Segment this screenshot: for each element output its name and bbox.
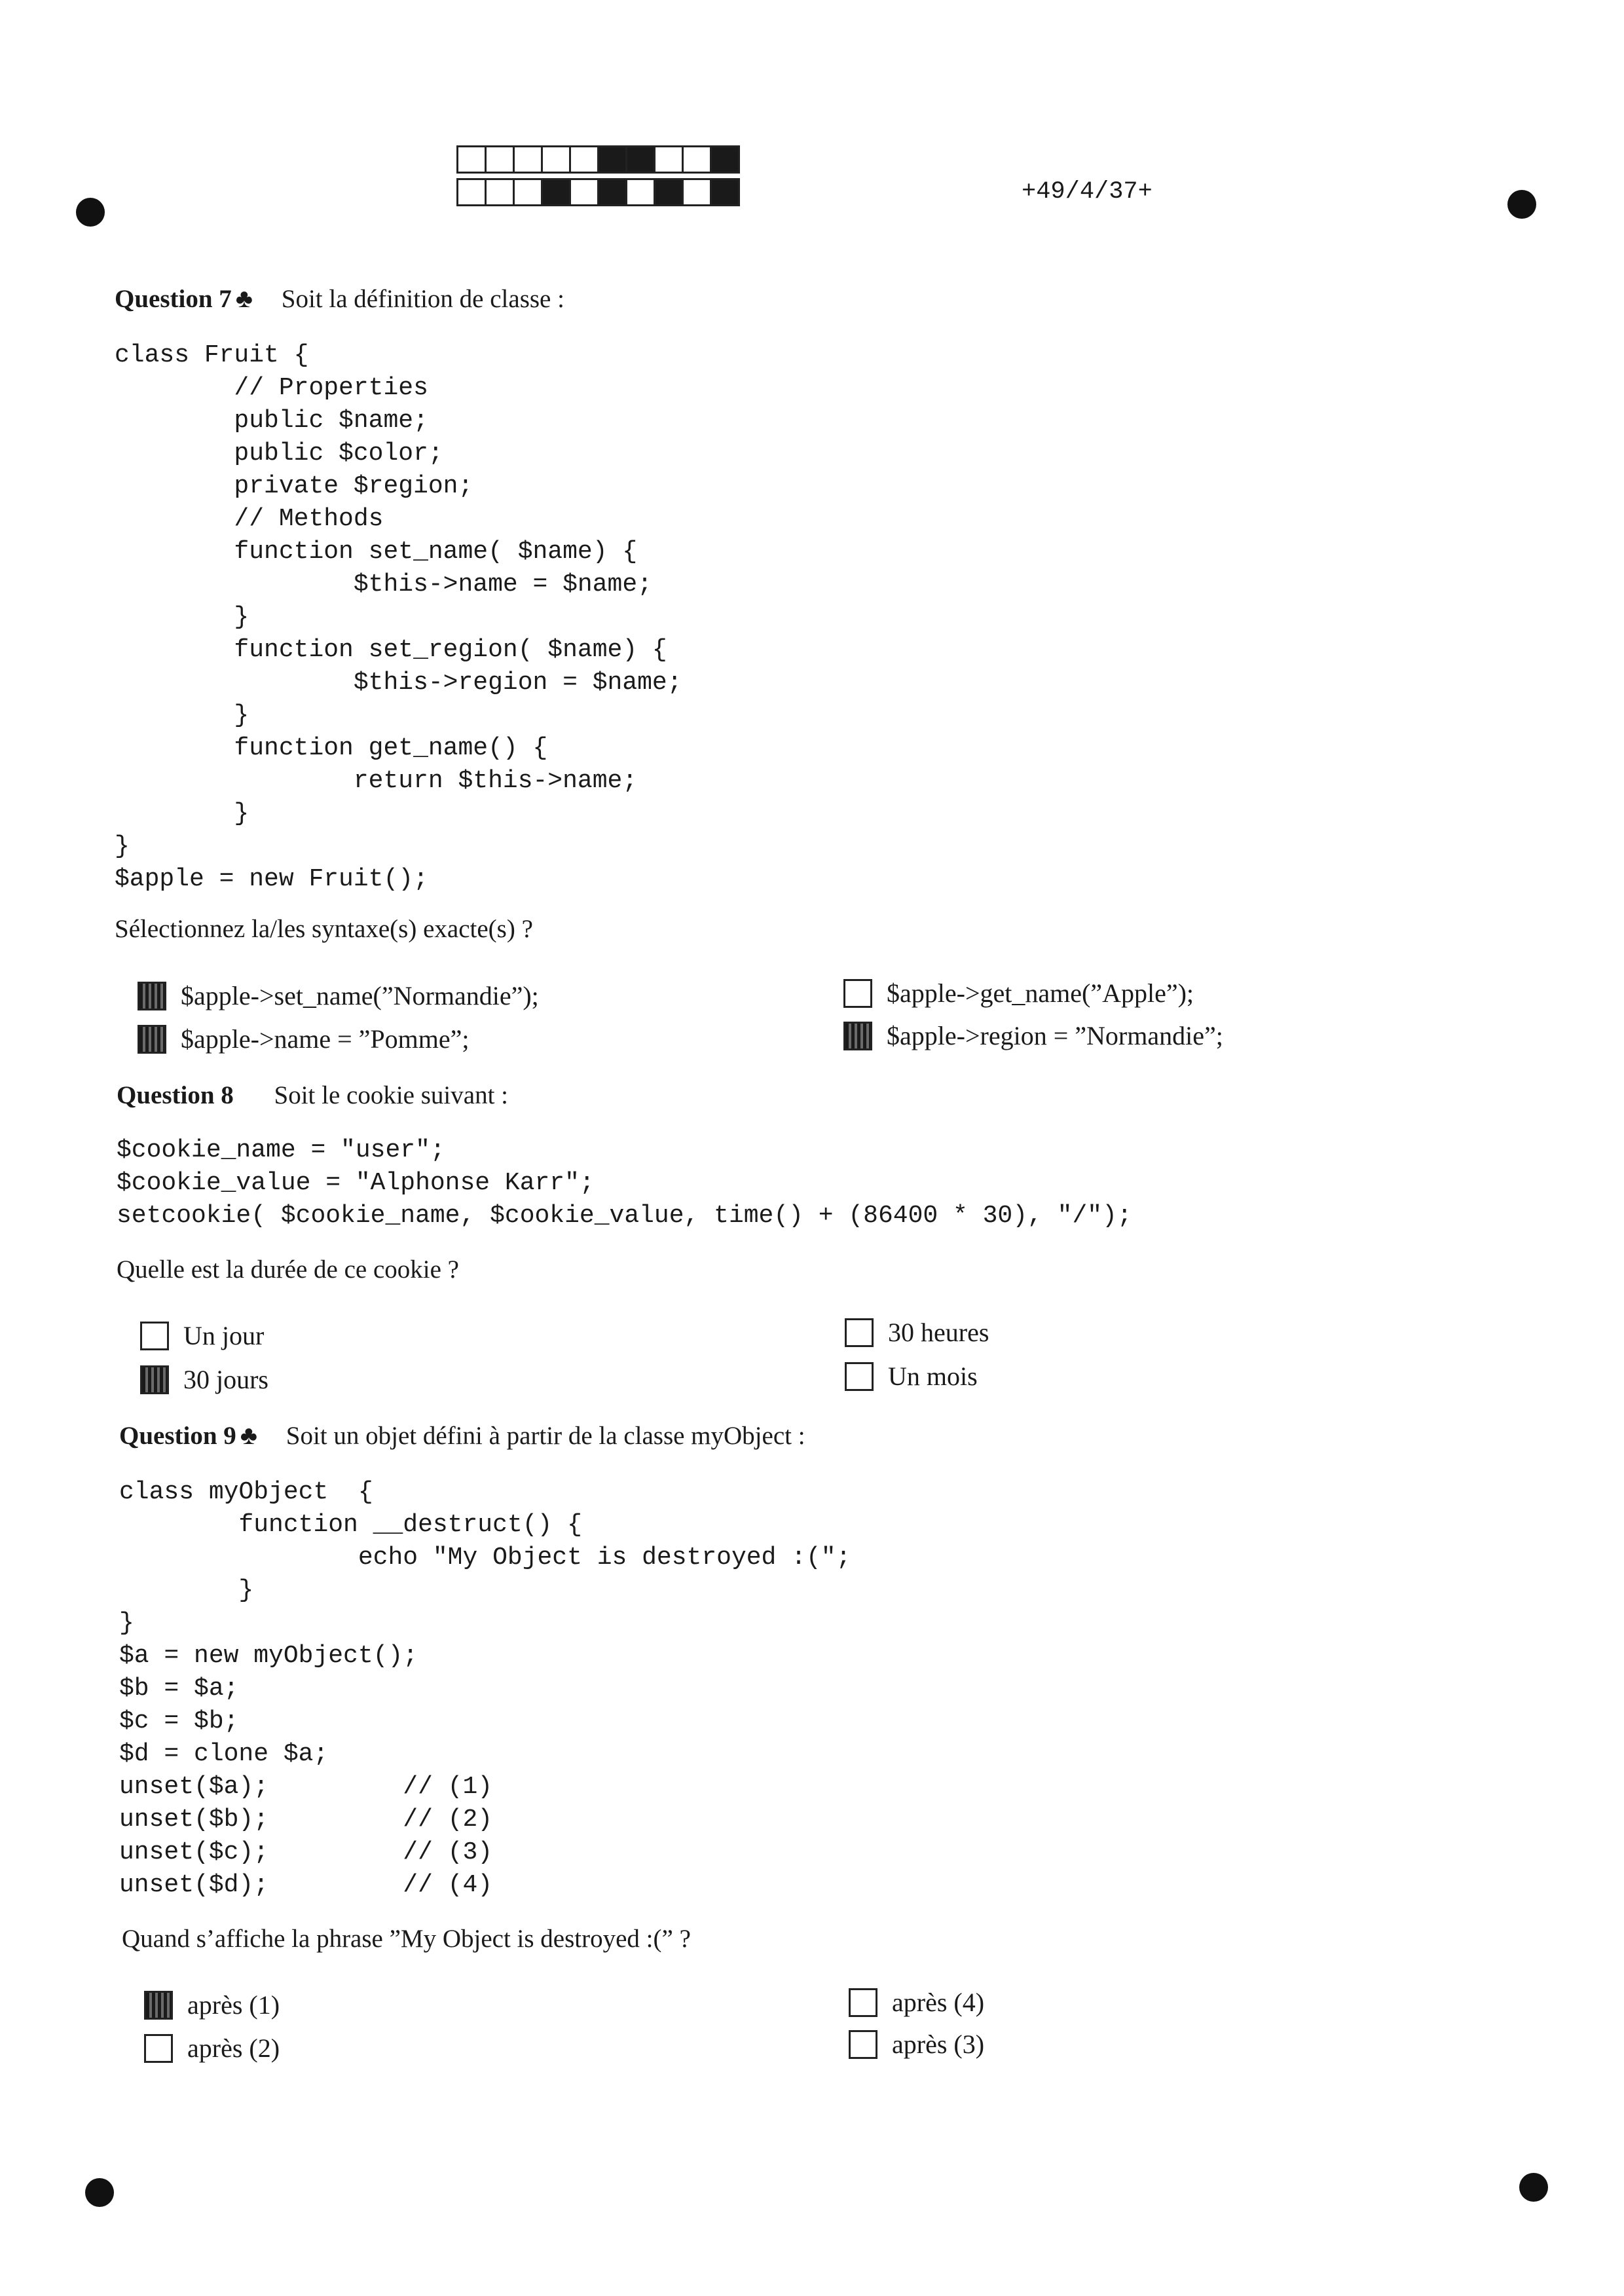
q7-option-4[interactable] — [843, 1020, 1223, 1051]
id-grid-cell — [654, 145, 684, 174]
q9-option-2[interactable] — [144, 2033, 280, 2064]
q8-option-4-label: Un mois — [888, 1361, 978, 1391]
id-grid-cell — [710, 145, 740, 174]
q8-option-3-label: 30 heures — [888, 1318, 989, 1347]
q9-option-1[interactable] — [144, 1990, 280, 2020]
q7-option-2-checkbox[interactable] — [138, 1025, 166, 1054]
question-9-prompt: Quand s’affiche la phrase ”My Object is destroyed :(” ? — [122, 1925, 691, 1953]
id-grid-cell — [456, 178, 487, 206]
q9-option-4-label: après (3) — [892, 2029, 985, 2059]
q9-option-2-checkbox[interactable] — [144, 2034, 173, 2063]
q7-option-3-checkbox[interactable] — [843, 979, 872, 1008]
question-7-header — [115, 283, 564, 314]
registration-mark-top-left — [76, 198, 105, 227]
id-grid-cell — [513, 145, 543, 174]
id-grid-cell — [456, 145, 487, 174]
q9-option-3[interactable] — [849, 1987, 984, 2018]
id-grid-cell — [569, 178, 599, 206]
q7-option-2-label: $apple->name = ”Pomme”; — [181, 1024, 470, 1054]
question-8-text: Soit le cookie suivant : — [274, 1081, 508, 1109]
q9-option-1-label: après (1) — [187, 1990, 280, 2020]
id-grid-cell — [682, 178, 712, 206]
q7-option-1-label: $apple->set_name(”Normandie”); — [181, 981, 539, 1010]
q9-option-3-checkbox[interactable] — [849, 1988, 877, 2017]
id-grid-cell — [513, 178, 543, 206]
question-9-label: Question 9 — [119, 1422, 236, 1450]
q9-option-3-label: après (4) — [892, 1988, 985, 2017]
question-7-code: class Fruit { // Properties public $name; public $color; private $region; // Methods function set_name( $name) { $this->name = $name; } function set_region( $name) { $this->region = $name; } function get_name() { return $this->name; } } $apple = new Fruit(); — [115, 341, 682, 893]
page-id: +49/4/37+ — [1022, 178, 1153, 206]
q8-option-1-label: Un jour — [183, 1321, 265, 1350]
question-8-prompt: Quelle est la durée de ce cookie ? — [117, 1255, 459, 1284]
id-grid-cell — [485, 145, 515, 174]
q8-option-2-label: 30 jours — [183, 1365, 268, 1394]
id-grid-cell — [485, 178, 515, 206]
question-8-label: Question 8 — [117, 1081, 234, 1109]
q8-option-3-checkbox[interactable] — [845, 1318, 874, 1347]
q9-option-2-label: après (2) — [187, 2033, 280, 2063]
id-grid-cell — [625, 145, 655, 174]
question-9-text: Soit un objet défini à partir de la classe myObject : — [286, 1422, 805, 1450]
q7-option-3[interactable] — [843, 978, 1194, 1009]
registration-mark-top-right — [1507, 190, 1536, 219]
question-8-header — [117, 1081, 508, 1110]
question-7-text: Soit la définition de classe : — [281, 285, 564, 313]
id-grid-cell — [597, 145, 627, 174]
q7-option-2[interactable] — [138, 1024, 470, 1054]
q7-option-3-label: $apple->get_name(”Apple”); — [887, 978, 1194, 1008]
q8-option-3[interactable] — [845, 1317, 989, 1348]
question-9-code: class myObject { function __destruct() { echo "My Object is destroyed :("; } } $a = new myObject(); $b = $a; $c = $b; $d = clone $a; unset($a); // (1) unset($b); // (2) unset($c); // (3) unset($d); // (4) — [119, 1478, 851, 1899]
question-7-label: Question 7 — [115, 285, 232, 313]
id-grid-cell — [710, 178, 740, 206]
q8-option-1-checkbox[interactable] — [140, 1322, 169, 1350]
q8-option-2-checkbox[interactable] — [140, 1365, 169, 1394]
q8-option-2[interactable] — [140, 1364, 268, 1395]
id-grid-cell — [682, 145, 712, 174]
id-grid-cell — [654, 178, 684, 206]
id-grid-cell — [541, 178, 571, 206]
q7-option-4-checkbox[interactable] — [843, 1022, 872, 1050]
id-grid-cell — [569, 145, 599, 174]
question-7-prompt: Sélectionnez la/les syntaxe(s) exacte(s) ? — [115, 915, 533, 943]
club-icon: ♣ — [235, 284, 253, 313]
registration-mark-bottom-left — [85, 2178, 114, 2207]
q7-option-1[interactable] — [138, 980, 539, 1011]
q9-option-4[interactable] — [849, 2029, 984, 2060]
id-grid-cell — [541, 145, 571, 174]
q7-option-1-checkbox[interactable] — [138, 982, 166, 1010]
id-grid-row-2 — [458, 178, 740, 206]
q8-option-4[interactable] — [845, 1361, 978, 1392]
q8-option-1[interactable] — [140, 1320, 264, 1351]
q7-option-4-label: $apple->region = ”Normandie”; — [887, 1021, 1223, 1050]
club-icon: ♣ — [240, 1420, 258, 1450]
id-grid-cell — [597, 178, 627, 206]
q9-option-1-checkbox[interactable] — [144, 1991, 173, 2020]
registration-mark-bottom-right — [1519, 2173, 1548, 2202]
id-grid-cell — [625, 178, 655, 206]
question-9-header — [119, 1420, 805, 1451]
q9-option-4-checkbox[interactable] — [849, 2030, 877, 2059]
question-8-code: $cookie_name = "user"; $cookie_value = "Alphonse Karr"; setcookie( $cookie_name, $cookie_value, time() + (86400 * 30), "/"); — [117, 1136, 1132, 1230]
q8-option-4-checkbox[interactable] — [845, 1362, 874, 1391]
id-grid-row-1 — [458, 145, 740, 174]
